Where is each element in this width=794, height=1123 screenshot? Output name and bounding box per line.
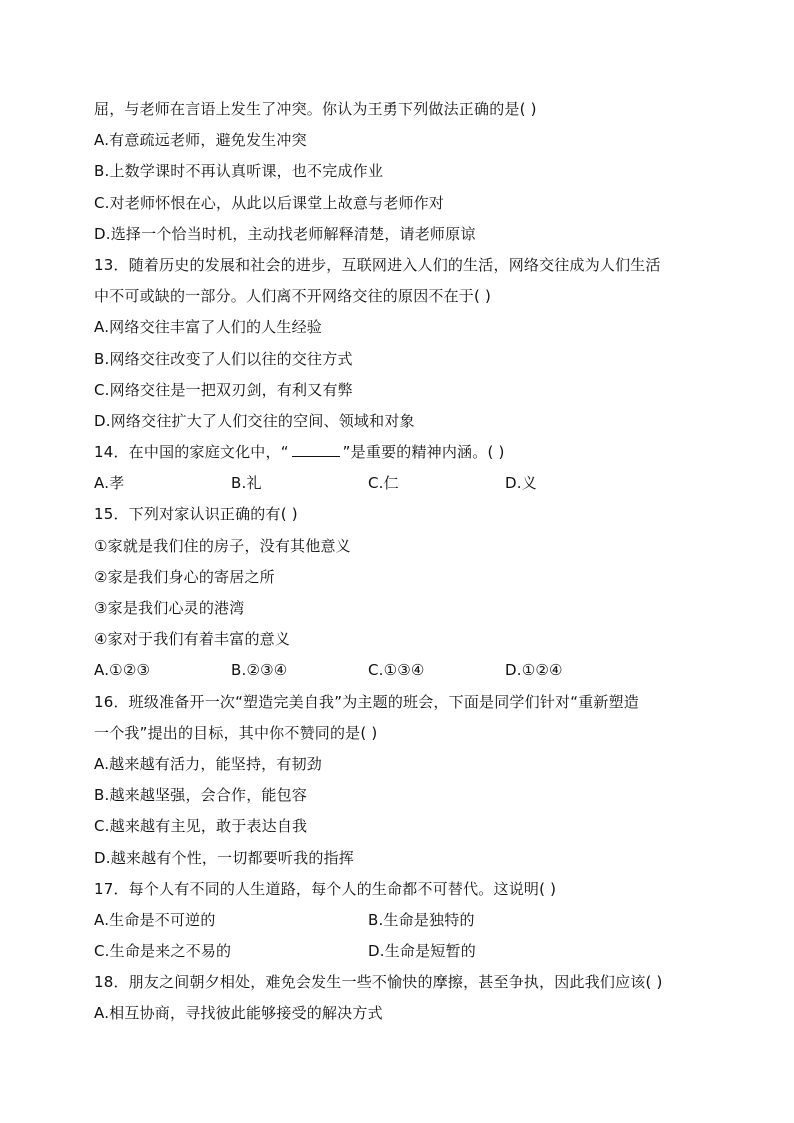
- q17-option-c: C.生命是来之不易的: [94, 942, 232, 961]
- q15-options: [94, 655, 714, 686]
- q15-stem: 15．下列对家认识正确的有( ): [94, 505, 298, 524]
- q16-stem-line-2: 一个我”提出的目标，其中你不赞同的是( ): [94, 723, 378, 742]
- q13-stem-line-1: 13．随着历史的发展和社会的进步，互联网进入人们的生活，网络交往成为人们生活: [94, 255, 661, 274]
- q15-option-b: B.②③④: [231, 661, 288, 680]
- q16-option-c: C.越来越有主见，敢于表达自我: [94, 817, 308, 836]
- q16-option-a: A.越来越有活力，能坚持，有韧劲: [94, 754, 322, 773]
- q16-option-b: B.越来越坚强，会合作，能包容: [94, 786, 308, 805]
- q14-options: [94, 468, 714, 499]
- q14-option-a: A.孝: [94, 474, 125, 493]
- q14-option-b: B.礼: [231, 474, 262, 493]
- q14-option-d: D.义: [505, 474, 537, 493]
- q12-option-c: C.对老师怀恨在心，从此以后课堂上故意与老师作对: [94, 193, 445, 212]
- q17-option-a: A.生命是不可逆的: [94, 910, 216, 929]
- q16-stem-line-1: 16．班级准备开一次“塑造完美自我”为主题的班会，下面是同学们针对“重新塑造: [94, 692, 640, 711]
- q14-stem: [94, 437, 714, 468]
- q15-statement-3: ③家是我们心灵的港湾: [94, 599, 245, 617]
- q18-stem: 18．朋友之间朝夕相处，难免会发生一些不愉快的摩擦，甚至争执，因此我们应该( ): [94, 973, 663, 992]
- q17-option-d: D.生命是短暂的: [368, 942, 476, 961]
- q12-option-d: D.选择一个恰当时机，主动找老师解释清楚，请老师原谅: [94, 224, 476, 243]
- q13-option-d: D.网络交往扩大了人们交往的空间、领域和对象: [94, 411, 415, 430]
- q15-statement-4: ④家对于我们有着丰富的意义: [94, 630, 291, 649]
- q14-stem-after: ”是重要的精神内涵。( ): [342, 443, 505, 462]
- q13-option-c: C.网络交往是一把双刃剑，有利又有弊: [94, 380, 353, 399]
- q14-option-c: C.仁: [368, 474, 399, 493]
- q17-option-b: B.生命是独特的: [368, 910, 475, 929]
- q15-option-c: C.①③④: [368, 661, 425, 680]
- q17-options-row-1: [94, 905, 714, 936]
- q15-statement-2: ②家是我们身心的寄居之所: [94, 567, 275, 586]
- q15-statement-1: ①家就是我们住的房子，没有其他意义: [94, 536, 351, 555]
- q15-option-d: D.①②④: [505, 661, 563, 680]
- q12-option-b: B.上数学课时不再认真听课，也不完成作业: [94, 162, 384, 181]
- q13-option-b: B.网络交往改变了人们以往的交往方式: [94, 349, 353, 368]
- question-list: [94, 94, 714, 1030]
- q12-option-a: A.有意疏远老师，避免发生冲突: [94, 131, 307, 150]
- q17-options-row-2: [94, 936, 714, 967]
- q13-option-a: A.网络交往丰富了人们的人生经验: [94, 318, 322, 337]
- q17-stem: 17．每个人有不同的人生道路，每个人的生命都不可替代。这说明( ): [94, 879, 557, 898]
- q14-stem-before: 14．在中国的家庭文化中，“: [94, 443, 289, 462]
- q18-option-a: A.相互协商，寻找彼此能够接受的解决方式: [94, 1004, 383, 1023]
- q13-stem-line-2: 中不可或缺的一部分。人们离不开网络交往的原因不在于( ): [94, 287, 492, 306]
- q12-stem-line: 屈，与老师在言语上发生了冲突。你认为王勇下列做法正确的是( ): [94, 100, 537, 118]
- q15-option-a: A.①②③: [94, 661, 151, 680]
- fill-in-blank: [292, 442, 340, 457]
- q16-option-d: D.越来越有个性，一切都要听我的指挥: [94, 848, 354, 867]
